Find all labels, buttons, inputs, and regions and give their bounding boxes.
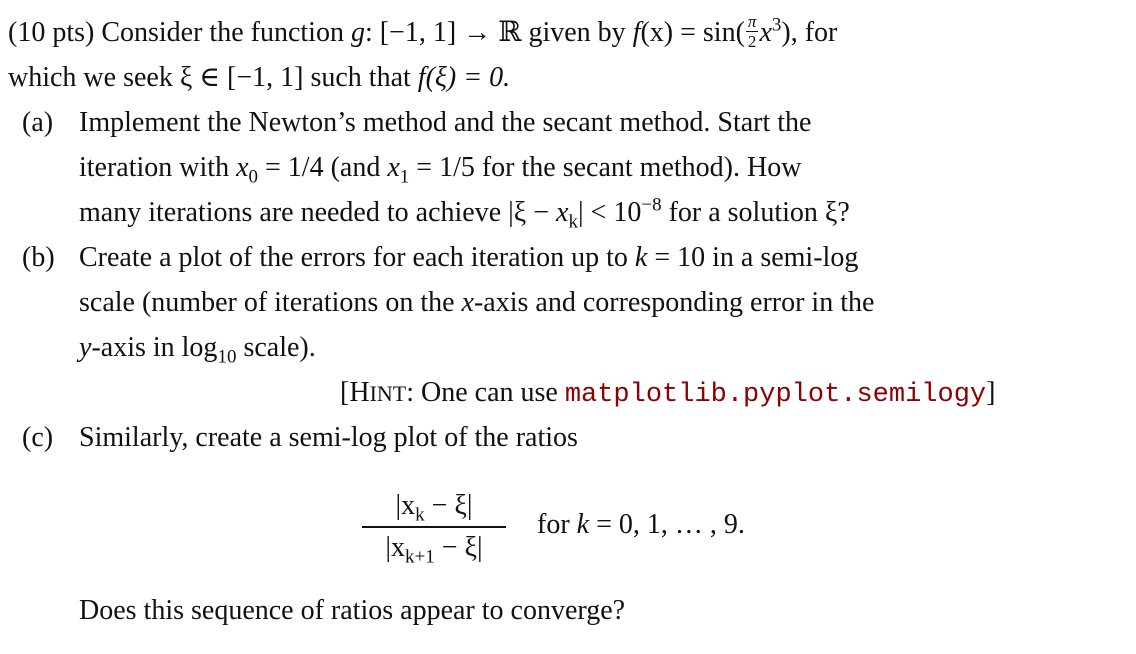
achieve-text: many iterations are needed to achieve |ξ − [79,197,550,228]
two-denominator: 2 [747,32,757,52]
x-variable: x [759,17,772,48]
xk-subscript: k [568,211,578,233]
f-expr-pre: (x) = sin( [640,17,745,48]
solution-text: for a solution ξ? [668,197,850,228]
given-by-text: given by [528,17,626,48]
denominator-post: − ξ| [434,532,483,563]
xi-domain: ξ ∈ [−1, 1] [179,62,304,93]
f-expr-post: ), for [781,17,838,48]
part-b-line-1 [79,241,858,275]
intro-text: Consider the function [101,17,344,48]
for-text: for [537,509,570,540]
tolerance-text: | < 10 [577,197,642,228]
part-a-line-1: Implement the Newton’s method and the secant method. Start the [79,107,812,138]
iteration-with-text: iteration with [79,152,230,183]
part-b-label: (b) [22,242,55,273]
axis-error-text: -axis and corresponding error in the [473,287,875,318]
part-b-line-2 [79,286,874,320]
hint-label-initial: H [349,377,370,408]
ratio-numerator [362,488,506,524]
fraction-bar [362,526,506,528]
function-name: g [350,17,365,48]
cube-exponent: 3 [771,14,782,36]
ratio-range [537,508,745,542]
plot-errors-text: Create a plot of the errors for each iteration up to [79,242,628,273]
x1-variable: x [387,152,400,183]
hint-label-rest: INT [369,381,407,406]
x1-subscript: 1 [399,166,410,188]
x0-variable: x [236,152,249,183]
such-that-text: such that [310,62,411,93]
x1-value: = 1/5 for the secant method). How [416,152,802,183]
part-a-line-3 [79,194,850,233]
points-label: (10 pts) [8,17,95,48]
hint-close-bracket: ] [986,377,996,408]
hint-code: matplotlib.pyplot.semilogy [564,380,987,410]
numerator-x: |x [395,490,416,521]
x-axis-variable: x [461,287,474,318]
scale-text: scale (number of iterations on the [79,287,455,318]
part-c-line-1: Similarly, create a semi-log plot of the ratios [79,422,578,453]
denominator-x: |x [385,532,405,563]
tolerance-exponent: −8 [641,194,662,216]
k-index: k [576,509,590,540]
f-xi-equation: f(ξ) = 0. [417,62,511,93]
problem-line-2 [8,61,510,95]
y-axis-variable: y [79,332,92,363]
k-variable: k [634,242,648,273]
function-domain: : [−1, 1] → ℝ [364,17,522,48]
ratio-fraction [362,488,506,566]
part-a-label: (a) [22,107,54,138]
log-base: 10 [217,346,237,368]
ratio-denominator [362,530,506,566]
scale-end-text: scale). [243,332,316,363]
f-symbol: f [632,17,641,48]
problem-header-line [8,12,838,53]
numerator-subscript: k [415,504,425,526]
part-b-line-3 [79,331,316,368]
part-a-line-2 [79,151,802,188]
seek-text: which we seek [8,62,173,93]
x0-subscript: 0 [248,166,259,188]
k-range: = 0, 1, … , 9. [596,509,745,540]
log-text: -axis in log [91,332,218,363]
x0-value: = 1/4 (and [265,152,381,183]
numerator-post: − ξ| [424,490,473,521]
hint-line [340,376,995,412]
denominator-subscript: k+1 [405,546,435,568]
pi-symbol: π [747,12,757,32]
semilog-text: = 10 in a semi-log [654,242,859,273]
hint-text: : One can use [406,377,558,408]
xk-variable: x [556,197,569,228]
pi-over-two-fraction [746,13,759,50]
convergence-question: Does this sequence of ratios appear to converge? [79,595,626,626]
hint-open-bracket: [ [340,377,350,408]
part-c-label: (c) [22,422,54,453]
